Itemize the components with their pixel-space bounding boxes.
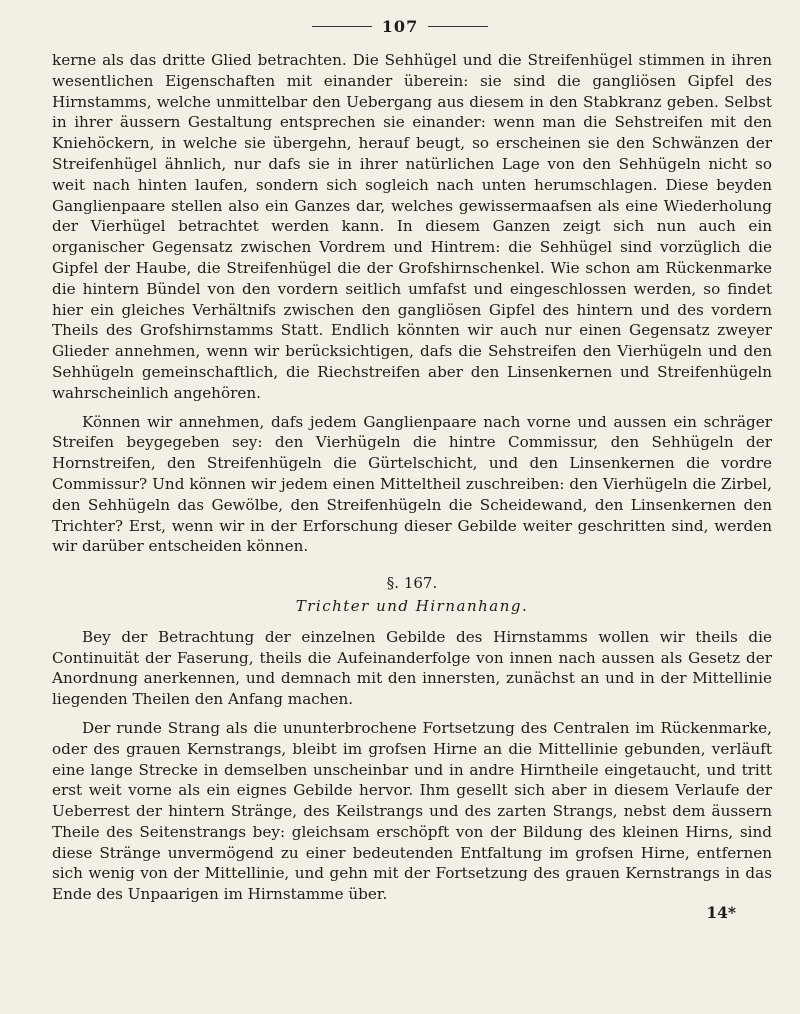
body-text: [52, 50, 772, 924]
paragraph-2: Können wir annehmen, dafs jedem Ganglienpaare nach vorne und aussen ein schräger Streifen beygegeben sey: den Vierhügeln die hintre Commissur, den Sehhügeln der Hornstreifen, den Streifenhügeln die Gürtelschicht, und den Linsenkernen die vordre Commissur? Und können wir jedem einen Mitteltheil zuschreiben: den Vierhügeln die Zirbel, den Sehhügeln das Gewölbe, den Streifenhügeln die Scheidewand, den Linsenkernen den Trichter? Erst, wenn wir in der Erforschung dieser Gebilde weiter geschritten sind, werden wir darüber entscheiden können.: [52, 412, 772, 556]
header-rule-left: [312, 26, 372, 27]
section-number: §. 167.: [386, 574, 438, 593]
paragraph-1: kerne als das dritte Glied betrachten. Die Sehhügel und die Streifenhügel stimmen in ihren wesentlichen Eigenschaften mit einander überein: sie sind die gangliösen Gipfel des Hirnstamms, welche unmittelbar den Uebergang aus diesem in den Stabkranz geben. Selbst in ihrer äussern Gestaltung entsprechen sie einander: wenn man die Sehstreifen mit den Kniehöckern, in welche sie übergehn, herauf beugt, so erscheinen sie den Schwänzen der Streifenhügel ähnlich, nur dafs sie in ihrer natürlichen Lage von den Sehhügeln nicht so weit nach hinten laufen, sondern sich sogleich nach unten herumschlagen. Diese beyden Ganglienpaare stellen also ein Ganzes dar, welches gewissermaafsen als eine Wiederholung der Vierhügel betrachtet werden kann. In diesem Ganzen zeigt sich nun auch ein organischer Gegensatz zwischen Vordrem und Hintrem: die Sehhügel sind vorzüglich die Gipfel der Haube, die Streifenhügel die der Grofshirnschenkel. Wie schon am Rückenmarke die hintern Bündel von den vordern seitlich umfafst und eingeschlossen werden, so findet hier ein gleiches Verhältnifs zwischen den gangliösen Gipfel des hintern und des vordern Theils des Grofshirnstamms Statt. Endlich könnten wir auch nur einen Gegensatz zweyer Glieder annehmen, wenn wir berücksichtigen, dafs die Sehstreifen den Vierhügeln und den Sehhügeln gemeinschaftlich, die Riechstreifen aber den Linsenkernen und Streifenhügeln wahrscheinlich angehören.: [52, 51, 772, 402]
header-rule-right: [428, 26, 488, 27]
paragraph-4: Der runde Strang als die ununterbrochene Fortsetzung des Centralen im Rückenmarke, oder des grauen Kernstrangs, bleibt im grofsen Hirne an die Mittellinie gebunden, verläuft eine lange Strecke in demselben unscheinbar und in andre Hirntheile eingetaucht, und tritt erst weit vorne als ein eignes Gebilde hervor. Ihm gesellt sich aber in diesem Verlaufe der Ueberrest der hintern Stränge, des Keilstrangs und des zarten Strangs, nebst dem äussern Theile des Seitenstrangs bey: gleichsam erschöpft von der Bildung des kleinen Hirns, sind diese Stränge unvermögend zu einer bedeutenden Entfaltung im grofsen Hirne, entfernen sich wenig von der Mittellinie, und gehn mit der Fortsetzung des grauen Kernstrangs in das Ende des Unpaarigen im Hirnstamme über.: [52, 718, 772, 904]
page-number: 107: [381, 16, 419, 36]
page-header: [0, 14, 800, 38]
section-title: Trichter und Hirnanhang.: [295, 596, 529, 615]
paragraph-3: Bey der Betrachtung der einzelnen Gebilde des Hirnstamms wollen wir theils die Continuität der Faserung, theils die Aufeinanderfolge von innen nach aussen als Gesetz der Anordnung anerkennen, und demnach mit den innersten, zunächst an und in der Mittellinie liegenden Theilen den Anfang machen.: [52, 627, 772, 709]
signature-mark: 14*: [706, 903, 736, 923]
